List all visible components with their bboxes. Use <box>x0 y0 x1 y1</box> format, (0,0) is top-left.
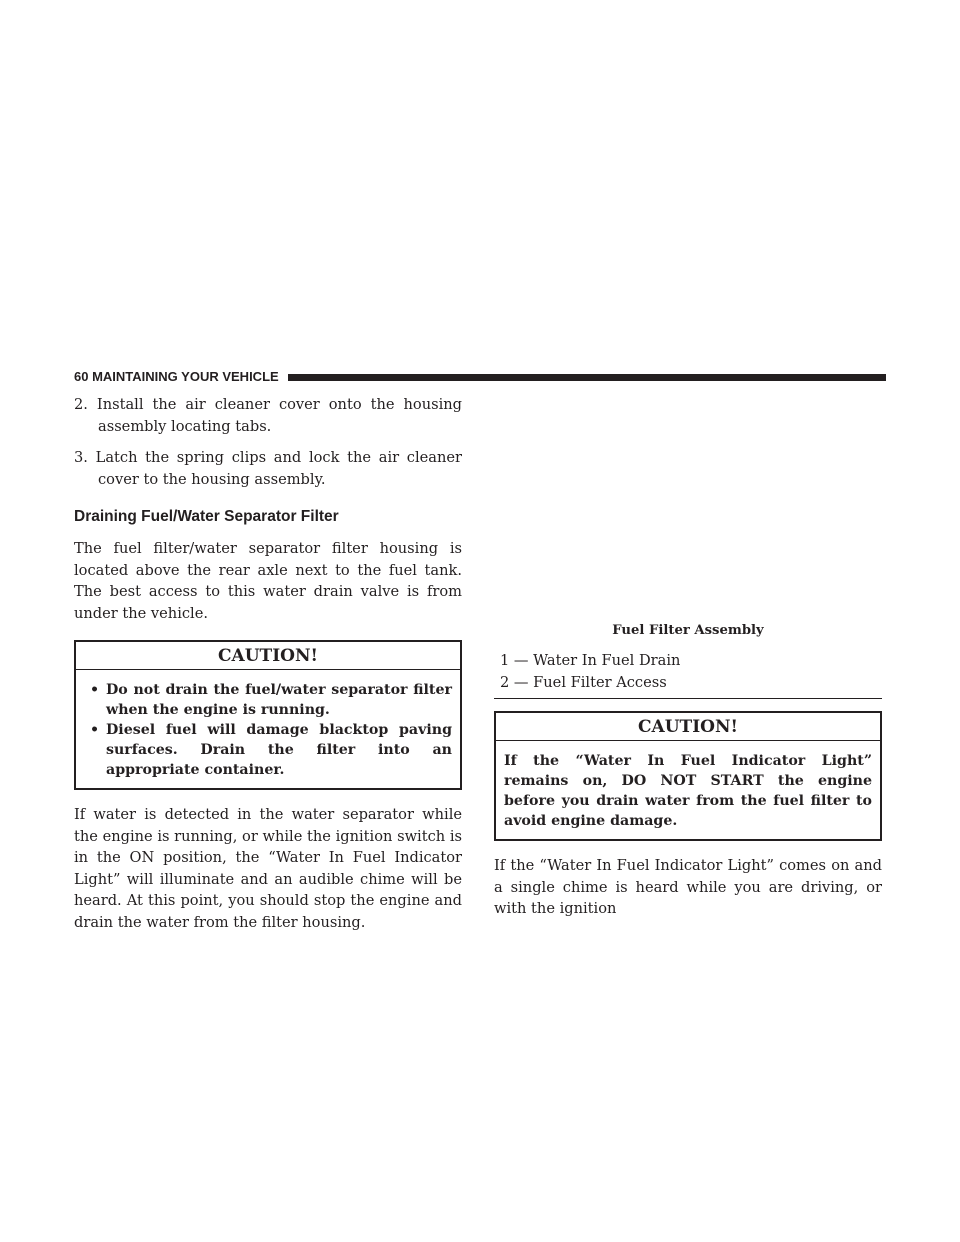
caution-item-text: Do not drain the fuel/water separator filter when the engine is running. <box>106 682 452 718</box>
caution-text: If the “Water In Fuel Indicator Light” remains on, DO NOT START the engine before you drain water from the fuel filter to avoid engine damage. <box>504 753 872 829</box>
caution-item-text: Diesel fuel will damage blacktop paving surfaces. Drain the filter into an appropriate container. <box>106 722 452 778</box>
caution-item <box>84 720 452 780</box>
caution-item <box>84 680 452 720</box>
legend-item: 1 — Water In Fuel Drain <box>500 652 681 669</box>
section-heading: Draining Fuel/Water Separator Filter <box>74 508 339 525</box>
bullet-icon: • <box>90 682 100 698</box>
intro-paragraph: The fuel filter/water separator filter housing is located above the rear axle next to the fuel tank. The best access to this water drain valve is from under the vehicle. <box>74 540 462 622</box>
step-3: 3. Latch the spring clips and lock the air cleaner cover to the housing assembly. <box>74 449 462 488</box>
figure-caption: Fuel Filter Assembly <box>612 623 764 638</box>
caution-box-right <box>494 711 882 841</box>
legend-divider <box>494 698 882 699</box>
right-column <box>494 622 882 920</box>
legend-item: 2 — Fuel Filter Access <box>500 674 667 691</box>
caution-body <box>496 741 880 839</box>
left-column <box>74 394 462 933</box>
caution-title: CAUTION! <box>76 642 460 670</box>
caution-title: CAUTION! <box>496 713 880 741</box>
caution-body <box>76 670 460 788</box>
bullet-icon: • <box>90 722 100 738</box>
body-paragraph: If water is detected in the water separator while the engine is running, or while the ignition switch is in the ON position, the “Water In Fuel Indicator Light” will illuminate and an audible chime will be heard. At this point, you should stop the engine and drain the water from the filter housing. <box>74 806 462 931</box>
body-paragraph: If the “Water In Fuel Indicator Light” comes on and a single chime is heard while you are driving, or with the ignition <box>494 857 882 917</box>
page-header <box>74 369 886 385</box>
page-number: 60 <box>74 369 89 384</box>
header-label <box>74 369 279 385</box>
step-2: 2. Install the air cleaner cover onto the housing assembly locating tabs. <box>74 396 462 435</box>
caution-box-left <box>74 640 462 790</box>
section-title: MAINTAINING YOUR VEHICLE <box>92 369 279 384</box>
header-rule <box>288 374 886 381</box>
